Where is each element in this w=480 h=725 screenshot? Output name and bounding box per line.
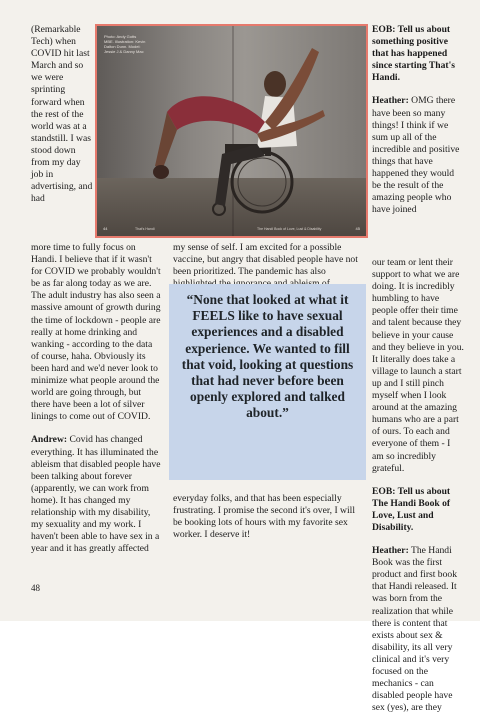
magazine-spread-photo (95, 24, 368, 238)
heather-paragraph-1 (372, 95, 460, 216)
question-1: EOB: Tell us about something positive that has happened since starting That's Handi. (372, 24, 455, 84)
pull-quote: “None that looked at what it FEELS like to have sexual experiences and a disabled experience. We wanted to fill that void, looking at questions that had never before been openly explored and talked about.” (169, 284, 366, 480)
question-2: EOB: Tell us about The Handi Book of Love, Lust and Disability. (372, 485, 451, 533)
column-1-continued (31, 242, 162, 566)
column-1-top (31, 24, 93, 216)
andrew-label: Andrew: (31, 434, 68, 446)
col3-paragraph: our team or lent their support to what we are doing. It is incredibly humbling to have people offer their time and talent because they believe in your cause and they believe in you. It literally does take a village to launch a start up and I still pinch myself when I look around at the amazing humans who are a part of ours. To each and everyone of them - I am so incredibly grateful. (372, 257, 464, 474)
col1-paragraph: more time to fully focus on Handi. I believe that if it wasn't for COVID we probably wouldn't be as far along today as we are. The adult industry has also seen a massive amount of growth during the time of lockdown - people are really at home drinking and wanking - according to the data of course, haha. Obviously its been hard and we'd never look to minimize what people around the world are going through, but there have been a lot of silver linings to come out of COVID. (31, 242, 161, 423)
col1-top-text: (Remarkable Tech) when COVID hit last March and so we were sprinting forward when the rest of the world was at a standstill. I was stood down from my day job in advertising, and had (31, 24, 93, 205)
heather-text-2: The Handi Book was the first product and first book that Handi released. It was born from the realization that while there is content that exists about sex & disability, its all very clinical and it's very focused on the mechanics - can disabled people have sex (yes), are they (372, 545, 457, 714)
photo-caption: Photo: Andy Gotts MBE. Illustration: Kevin Dalton Dunn. Model: Jessie J & Danny Mac (104, 34, 146, 54)
photo-credit-left: That's Handi (135, 227, 155, 231)
heather-paragraph-2 (372, 545, 464, 714)
column-3-continued (372, 257, 464, 725)
col2-bottom-text: everyday folks, and that has been especially frustrating. I promise the second it's over, I will be booking lots of hours with my favorite sex worker. I deserve it! (173, 493, 355, 541)
column-2-bottom (173, 493, 365, 552)
photo-credit-right: The Handi Book of Love, Lust & Disability (257, 227, 322, 231)
photo-page-right: 45 (355, 226, 360, 231)
column-3-top (372, 24, 460, 227)
page-number: 48 (31, 583, 40, 593)
andrew-text: Covid has changed everything. It has illuminated the ableism that disabled people have been talking about forever (apparently, we can work from home). It has changed my relationship with my disability, my sexuality and my work. I haven't been able to have sex in a year and it has greatly affected (31, 434, 161, 555)
col2-top-text: my sense of self. I am excited for a possible vaccine, but angry that disabled people have not been prioritized. The pandemic has also (173, 242, 358, 278)
couple-wheelchair-illustration (97, 26, 368, 238)
heather-label-1: Heather: (372, 95, 409, 107)
photo-page-left: 44 (103, 226, 108, 231)
heather-text-1: OMG there have been so many things! I think if we sum up all of the incredible and positive things that have happened they would be the result of the amazing people who have joined (372, 95, 460, 216)
andrew-paragraph (31, 434, 162, 555)
heather-label-2: Heather: (372, 545, 409, 557)
